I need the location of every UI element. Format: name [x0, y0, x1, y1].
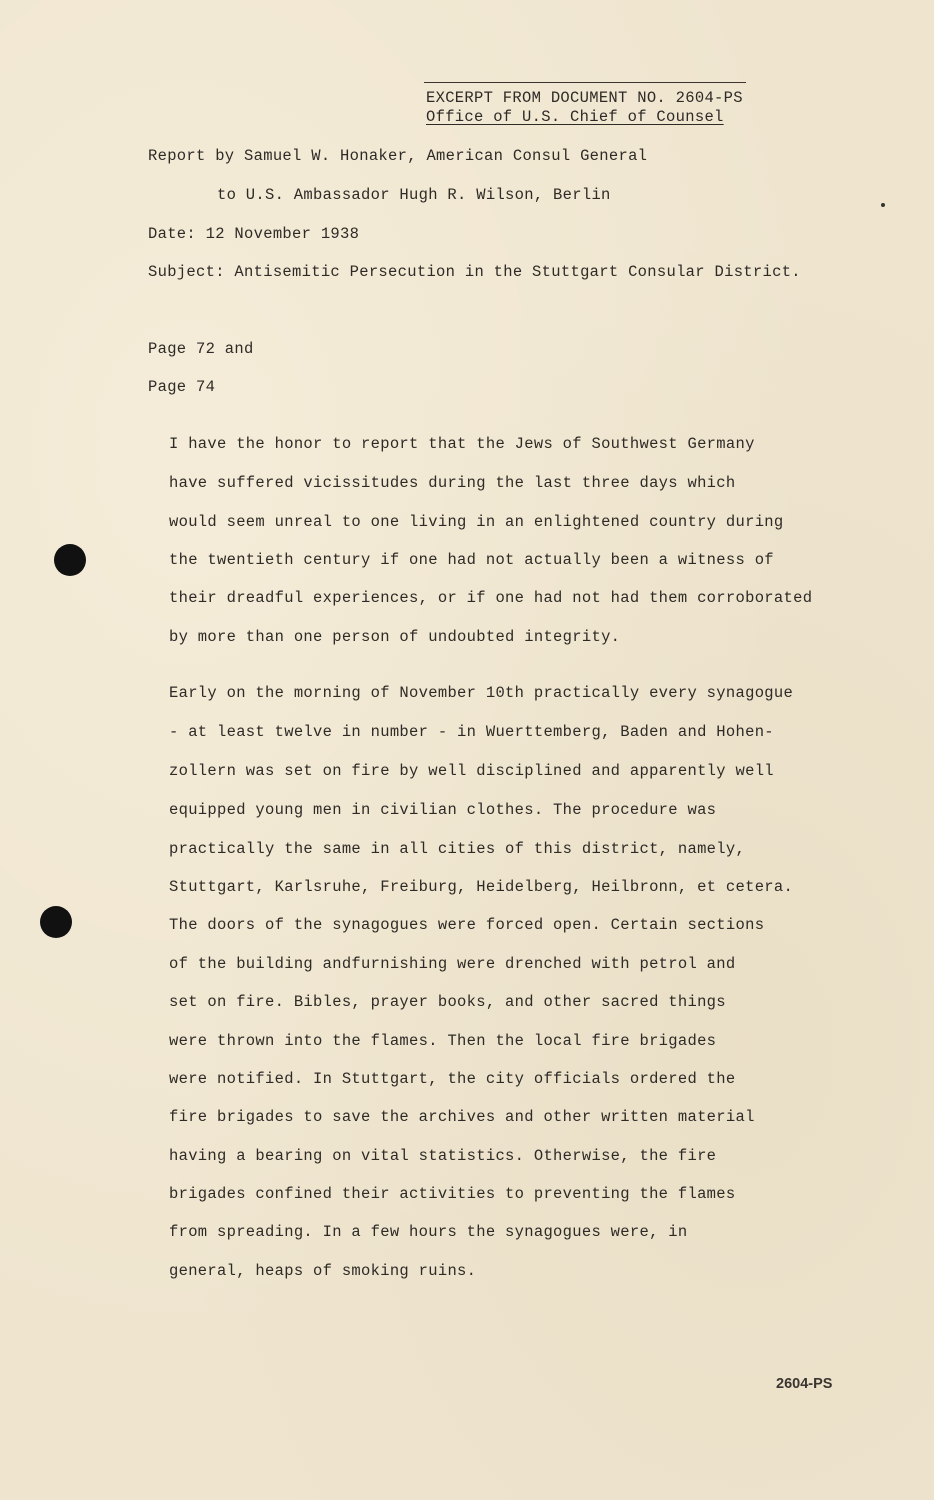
text-line: I have the honor to report that the Jews of Southwest Germany	[169, 435, 755, 453]
text-line: equipped young men in civilian clothes. The procedure was	[169, 801, 717, 819]
text-line: general, heaps of smoking ruins.	[169, 1262, 477, 1280]
punch-hole-bottom	[40, 906, 72, 938]
text-line: practically the same in all cities of this district, namely,	[169, 840, 746, 858]
text-line: The doors of the synagogues were forced open. Certain sections	[169, 916, 765, 934]
header-line-2: Office of U.S. Chief of Counsel	[426, 108, 724, 126]
text-line: Stuttgart, Karlsruhe, Freiburg, Heidelberg, Heilbronn, et cetera.	[169, 878, 794, 896]
text-line: fire brigades to save the archives and other written material	[169, 1108, 755, 1126]
text-line: from spreading. In a few hours the synagogues were, in	[169, 1223, 688, 1241]
text-line: the twentieth century if one had not actually been a witness of	[169, 551, 774, 569]
header-rule	[424, 82, 746, 83]
text-line: zollern was set on fire by well disciplined and apparently well	[169, 762, 774, 780]
text-line: would seem unreal to one living in an enlightened country during	[169, 513, 784, 531]
report-date: Date: 12 November 1938	[148, 225, 360, 243]
report-subject: Subject: Antisemitic Persecution in the Stuttgart Consular District.	[148, 263, 801, 281]
punch-hole-top	[54, 544, 86, 576]
text-line: have suffered vicissitudes during the last three days which	[169, 474, 736, 492]
text-line: were notified. In Stuttgart, the city officials ordered the	[169, 1070, 736, 1088]
text-line: their dreadful experiences, or if one had not had them corroborated	[169, 589, 813, 607]
page-ref-1: Page 72 and	[148, 340, 254, 358]
footer-document-code: 2604-PS	[776, 1376, 833, 1392]
text-line: brigades confined their activities to preventing the flames	[169, 1185, 736, 1203]
report-to: to U.S. Ambassador Hugh R. Wilson, Berlin	[217, 186, 611, 204]
text-line: set on fire. Bibles, prayer books, and other sacred things	[169, 993, 726, 1011]
text-line: - at least twelve in number - in Wuerttemberg, Baden and Hohen-	[169, 723, 774, 741]
text-line: of the building andfurnishing were drenched with petrol and	[169, 955, 736, 973]
text-line: were thrown into the flames. Then the local fire brigades	[169, 1032, 717, 1050]
page-ref-2: Page 74	[148, 378, 216, 396]
paper-speck	[881, 203, 885, 207]
text-line: by more than one person of undoubted integrity.	[169, 628, 621, 646]
text-line: having a bearing on vital statistics. Otherwise, the fire	[169, 1147, 717, 1165]
report-from: Report by Samuel W. Honaker, American Consul General	[148, 147, 648, 165]
text-line: Early on the morning of November 10th practically every synagogue	[169, 684, 794, 702]
header-line-1: EXCERPT FROM DOCUMENT NO. 2604-PS	[426, 89, 743, 107]
